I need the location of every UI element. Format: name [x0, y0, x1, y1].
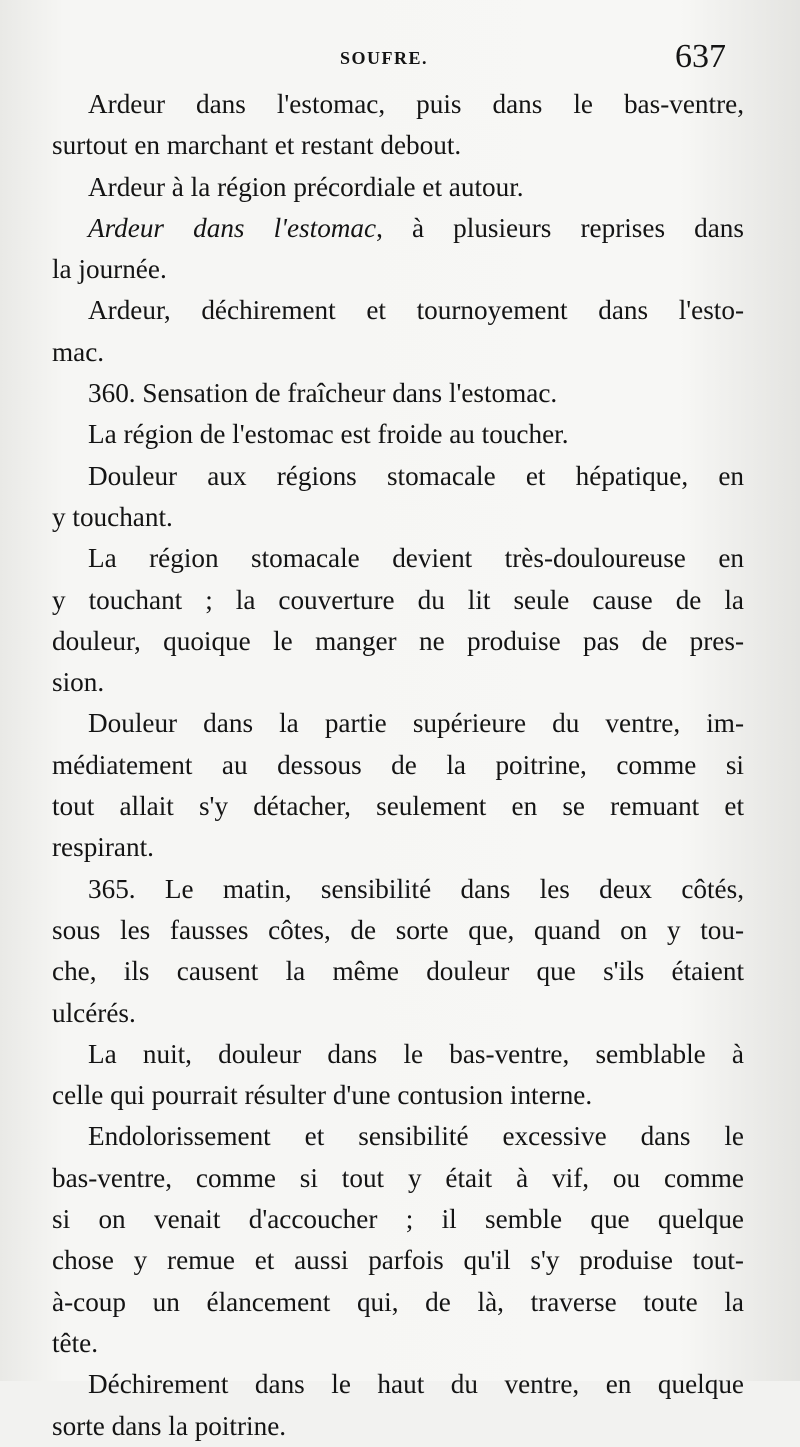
text-line: sion. — [52, 667, 105, 698]
italic-text: Ardeur dans l'estomac — [88, 212, 377, 243]
text-line: 365. Le matin, sensibilité dans les deux côtés, — [88, 873, 744, 904]
running-title: SOUFRE. — [340, 48, 429, 68]
text-line: médiatement au dessous de la poitrine, comme si — [52, 749, 744, 780]
text-line: Douleur aux régions stomacale et hépatique, en — [88, 460, 744, 491]
text-line: Ardeur dans l'estomac, puis dans le bas-ventre, — [88, 89, 744, 119]
text-line: Ardeur, déchirement et tournoyement dans l'esto- — [88, 295, 744, 326]
text-line: Endolorissement et sensibilité excessive dans le — [88, 1121, 744, 1152]
paragraph — [52, 869, 744, 1034]
paragraph — [52, 167, 744, 208]
text-line: si on venait d'accoucher ; il semble que quelque — [52, 1204, 744, 1235]
text-line: à-coup un élancement qui, de là, traverse toute la — [52, 1286, 744, 1317]
text-line: sous les fausses côtes, de sorte que, quand on y tou- — [52, 914, 744, 945]
text-line: La nuit, douleur dans le bas-ventre, semblable à — [88, 1038, 744, 1069]
text-line: La région de l'estomac est froide au toucher. — [88, 419, 569, 450]
text-line: tout allait s'y détacher, seulement en se remuant et — [52, 791, 744, 822]
text-line: tête. — [52, 1327, 99, 1358]
page-header — [0, 38, 800, 88]
text-line: 360. Sensation de fraîcheur dans l'estomac. — [88, 378, 558, 409]
text-line: bas-ventre, comme si tout y était à vif, ou comme — [52, 1162, 744, 1193]
paragraph — [52, 538, 744, 703]
text-line: Douleur dans la partie supérieure du ventre, im- — [88, 708, 744, 739]
text-line: respirant. — [52, 832, 154, 863]
paragraph — [52, 1364, 744, 1447]
text-line: mac. — [52, 336, 105, 367]
text-line: y touchant ; la couverture du lit seule cause de la — [52, 584, 744, 615]
paragraph — [52, 703, 744, 868]
text-line: douleur, quoique le manger ne produise pas de pres- — [52, 625, 744, 656]
text-line: chose y remue et aussi parfois qu'il s'y produise tout- — [52, 1245, 744, 1276]
text-line: celle qui pourrait résulter d'une contusion interne. — [52, 1080, 593, 1111]
paragraph — [52, 290, 744, 373]
paragraph — [52, 84, 744, 167]
paragraph — [52, 373, 744, 414]
paragraph — [52, 414, 744, 455]
text-line: che, ils causent la même douleur que s'ils étaient — [52, 956, 744, 987]
text-line: Déchirement dans le haut du ventre, en quelque — [88, 1369, 744, 1400]
text-line: la journée. — [52, 254, 167, 285]
text-line: sorte dans la poitrine. — [52, 1410, 287, 1441]
paragraph — [52, 1116, 744, 1364]
paragraph — [52, 456, 744, 539]
page-body — [52, 84, 744, 1447]
text-line: surtout en marchant et restant debout. — [52, 130, 462, 161]
text-line: ulcérés. — [52, 997, 136, 1028]
text-line — [52, 208, 744, 249]
text-line: y touchant. — [52, 501, 173, 532]
text-line: La région stomacale devient très-douloureuse en — [88, 543, 744, 574]
text-fragment: , à plusieurs reprises dans — [376, 212, 744, 243]
text-line: Ardeur à la région précordiale et autour. — [88, 171, 524, 202]
paragraph — [52, 208, 744, 291]
page-number: 637 — [675, 38, 726, 75]
paragraph — [52, 1034, 744, 1117]
